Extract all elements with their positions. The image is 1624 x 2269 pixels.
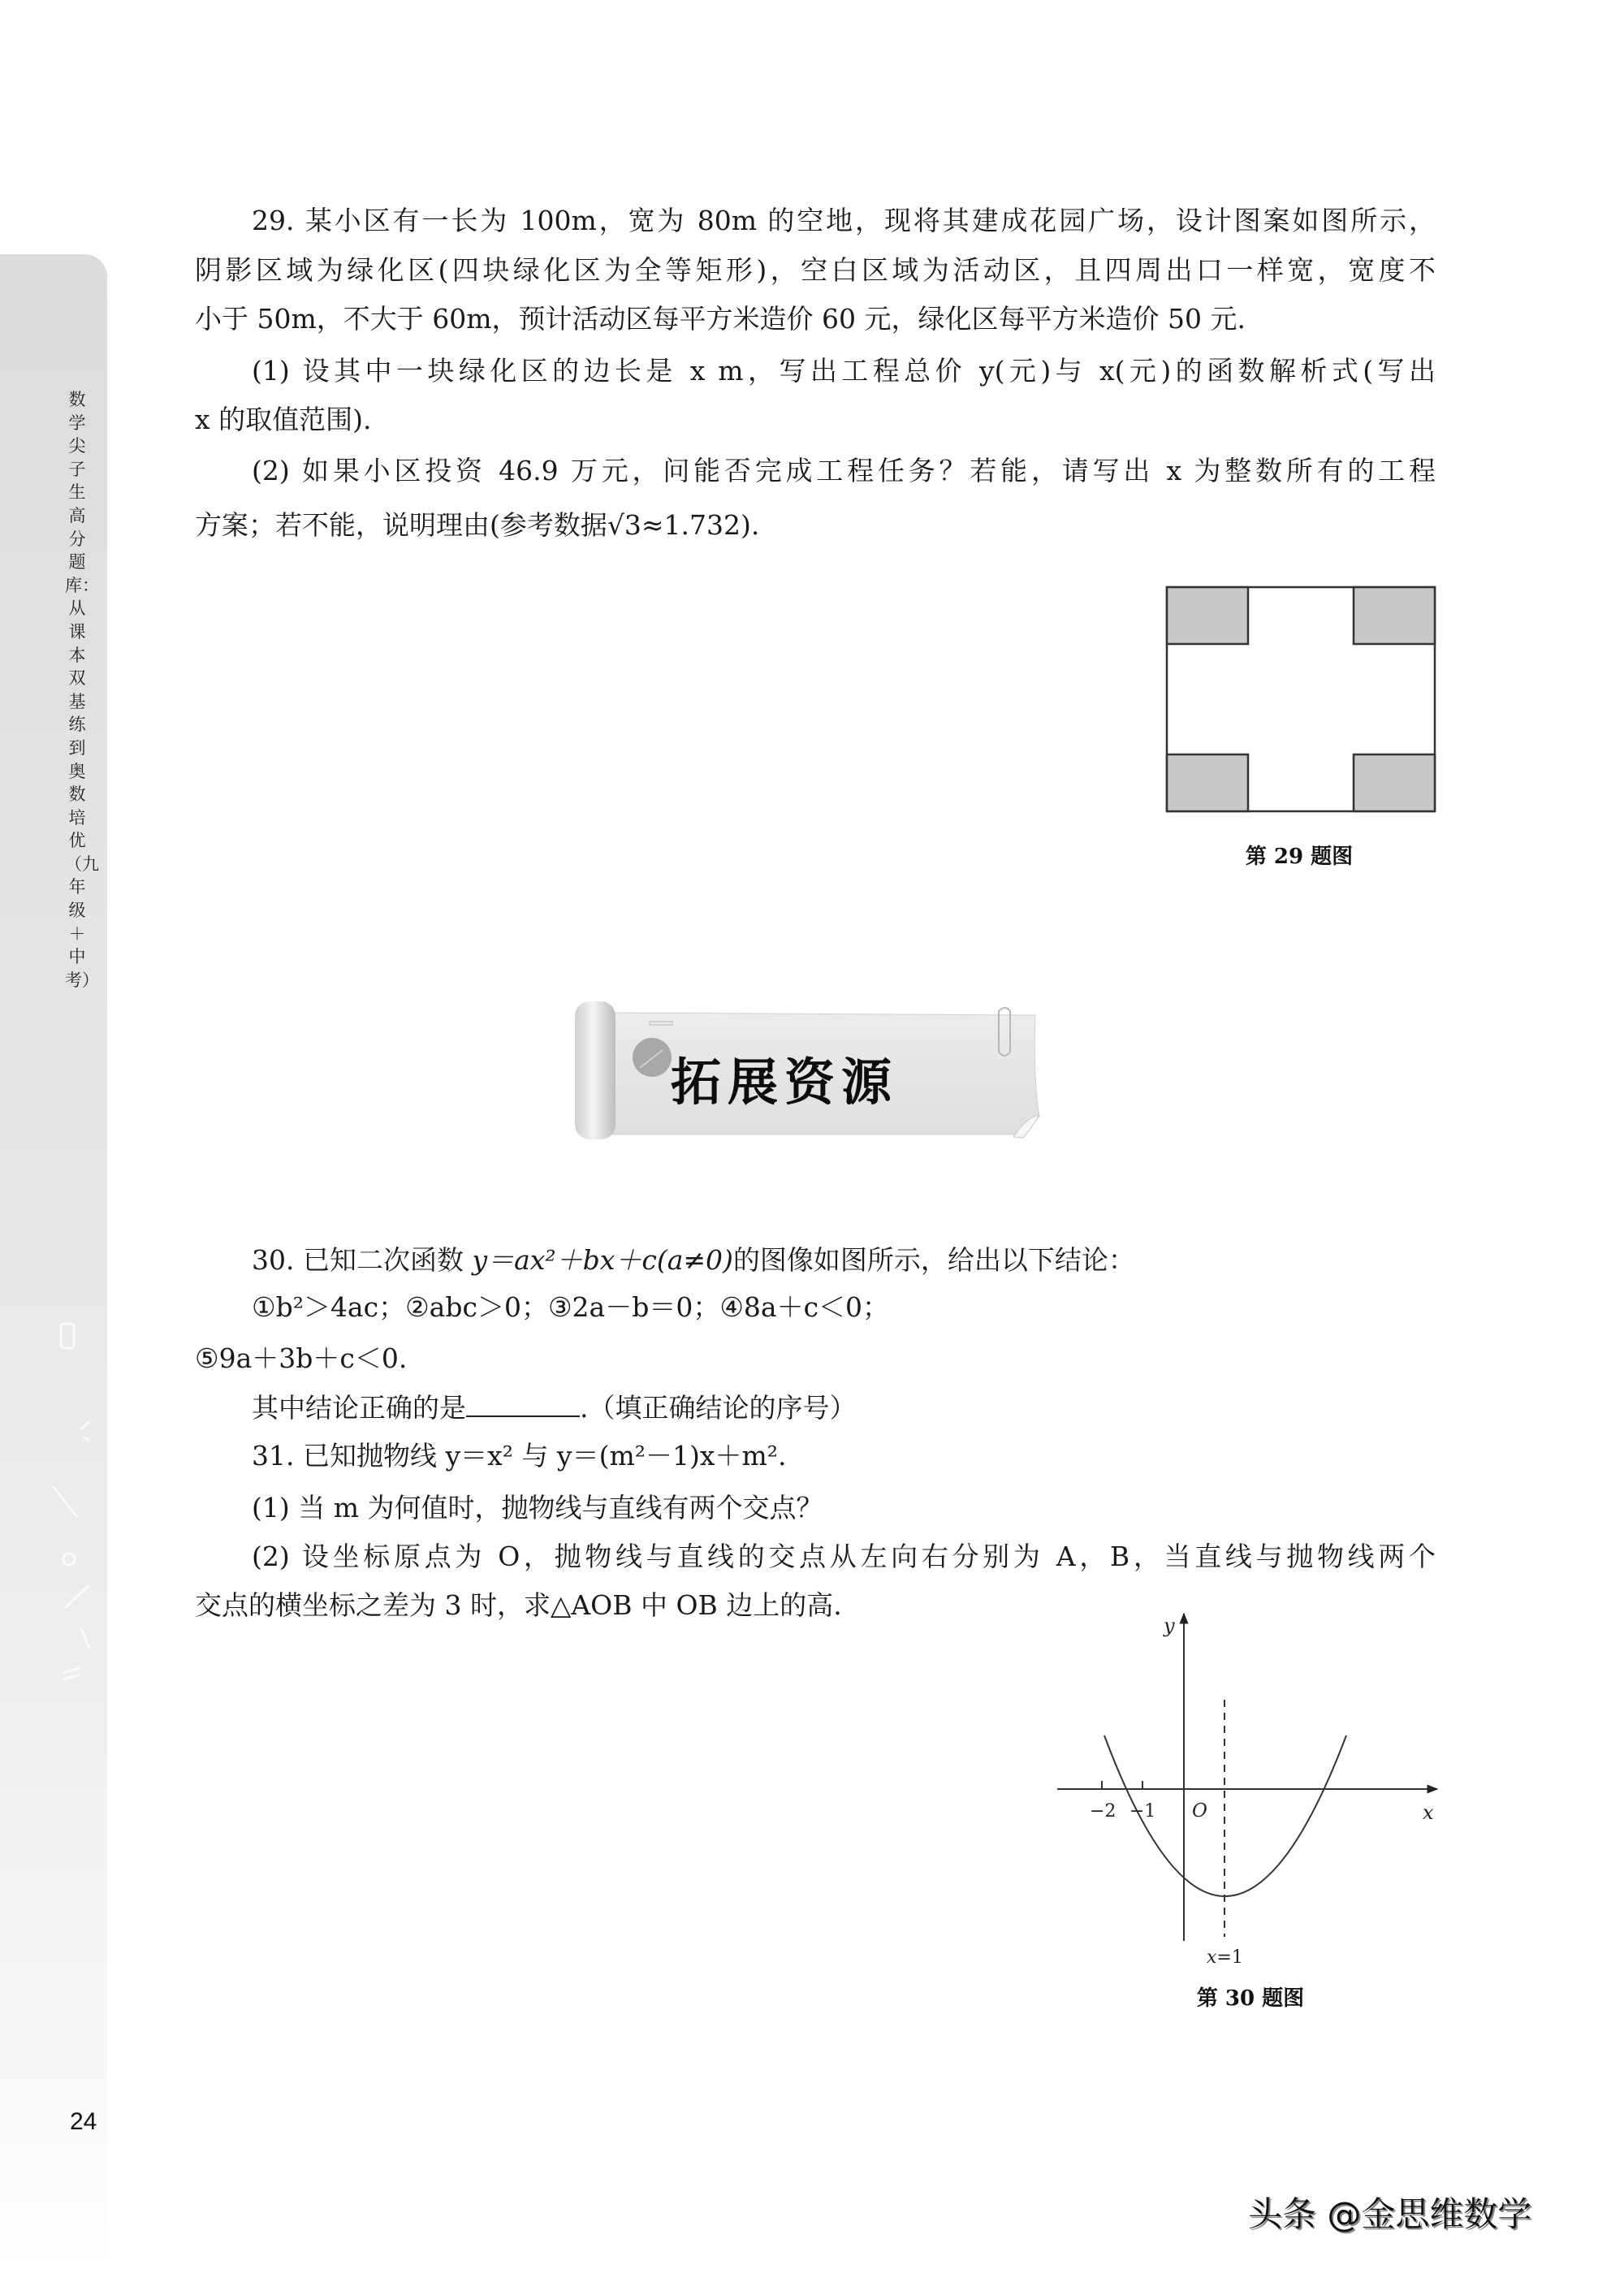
figure-30-caption: 第 30 题图 [1196, 1986, 1305, 2011]
svg-text:−2: −2 [1090, 1801, 1116, 1822]
figure-29-garden-plan [1161, 581, 1440, 817]
q30-conclusions-2: ⑤9a＋3b＋c＜0. [195, 1342, 408, 1374]
q30-answer-blank[interactable] [466, 1391, 580, 1417]
green-area-top-right [1354, 587, 1435, 644]
x-axis-label: x [1423, 1801, 1434, 1824]
book-title-vertical: 数学尖子生高分题库：从课本双基练到奥数培优（九年级＋中考） [65, 390, 99, 990]
figure-30-parabola-graph [1047, 1604, 1453, 1969]
q29-part2: (2) 如果小区投资 46.9 万元，问能否完成工程任务？若能，请写出 x 为整数所有的工程 [252, 455, 1436, 486]
stationery-decoration-icon [45, 1299, 102, 1689]
q30-stem-prefix: 30. 已知二次函数 [252, 1244, 473, 1276]
q30-conclusions-1: ①b²＞4ac；②abc＞0；③2a－b＝0；④8a＋c＜0； [252, 1291, 890, 1323]
q29-line: 阴影区域为绿化区(四块绿化区为全等矩形)，空白区域为活动区，且四周出口一样宽，宽度不 [195, 254, 1436, 286]
green-area-bottom-left [1167, 754, 1248, 811]
origin-label: O [1192, 1800, 1207, 1822]
q30-answer-prompt: 其中结论正确的是 [252, 1392, 466, 1424]
q29-part1: (1) 设其中一块绿化区的边长是 x m，写出工程总价 y(元)与 x(元)的函数解析式(写出 [252, 355, 1436, 387]
q30-stem-suffix: 的图像如图所示，给出以下结论： [732, 1244, 1135, 1276]
q30-answer-line [195, 1391, 1436, 1424]
symmetry-axis-label: x=1 [1207, 1947, 1243, 1968]
green-area-bottom-right [1354, 754, 1435, 811]
q30-answer-suffix: .（填正确结论的序号） [580, 1392, 857, 1424]
q29-line: 29. 某小区有一长为 100m，宽为 80m 的空地，现将其建成花园广场，设计图案如图所示， [252, 205, 1436, 236]
y-axis-label: y [1164, 1614, 1175, 1637]
figure-29-caption: 第 29 题图 [1245, 845, 1354, 869]
q29-part2-cont: 方案；若不能，说明理由(参考数据√3≈1.732). [195, 509, 760, 541]
page-number: 24 [70, 2108, 97, 2135]
q30-stem [195, 1244, 1436, 1277]
svg-text:−1: −1 [1129, 1801, 1156, 1822]
q31-part2-cont: 交点的横坐标之差为 3 时，求△AOB 中 OB 边上的高. [195, 1589, 842, 1621]
q31-part1: (1) 当 m 为何值时，抛物线与直线有两个交点？ [252, 1492, 823, 1523]
sidebar-band [0, 254, 107, 2269]
green-area-top-left [1167, 587, 1248, 644]
q30-formula: y＝ax²＋bx＋c(a≠0) [472, 1244, 733, 1276]
source-watermark: 头条 @金思维数学 [1248, 2194, 1532, 2234]
q29-line: 小于 50m，不大于 60m，预计活动区每平方米造价 60 元，绿化区每平方米造价 50 元. [195, 303, 1246, 335]
q31-stem: 31. 已知抛物线 y＝x² 与 y＝(m²－1)x＋m². [252, 1440, 787, 1472]
q29-part1-cont: x 的取值范围). [195, 404, 372, 435]
section-title: 拓展资源 [671, 1052, 899, 1112]
q31-part2: (2) 设坐标原点为 O，抛物线与直线的交点从左向右分别为 A，B，当直线与抛物线两个 [252, 1541, 1436, 1572]
